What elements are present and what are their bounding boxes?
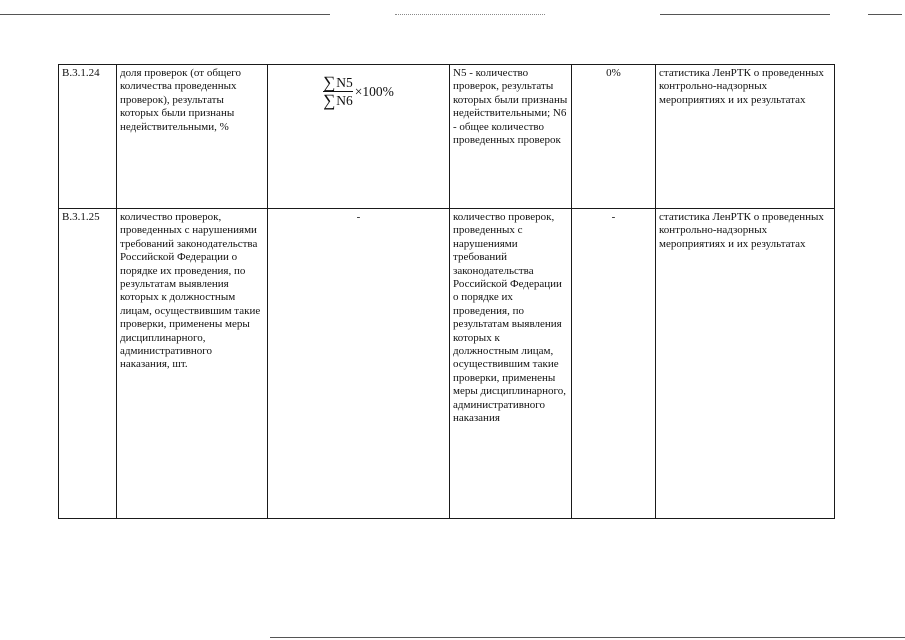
formula-numerator bbox=[323, 74, 353, 92]
sum-sign: ∑ bbox=[323, 91, 336, 110]
denominator-variable: N6 bbox=[336, 92, 353, 108]
variables-description: N5 - количество проверок, результаты которых были признаны недействительными; N6 - общее количество проведенных проверок bbox=[453, 67, 568, 147]
variables-description: количество проверок, проведенных с нарушениями требований законодательства Российской Федерации о порядке их проведения, по результатам выявления которых к должностным лицам, осуществившим такие проверки, применены меры дисциплинарного, административного наказания bbox=[453, 211, 567, 425]
table-row bbox=[59, 65, 835, 209]
indicator-name: количество проверок, проведенных с нарушениями требований законодательства Российской Федерации о порядке их проведения, по результатам выявления которых к должностным лицам, осуществившим такие проверки, применены меры дисциплинарного, административного наказания, шт. bbox=[120, 211, 261, 371]
indicator-value: 0% bbox=[606, 67, 621, 79]
indicator-name-cell bbox=[117, 209, 268, 519]
formula-denominator bbox=[323, 92, 353, 109]
scan-line-top-right bbox=[660, 14, 830, 15]
source-cell bbox=[656, 209, 835, 519]
indicator-name-cell bbox=[117, 65, 268, 209]
data-source: статистика ЛенРТК о проведенных контрольно-надзорных мероприятиях и их результатах bbox=[659, 211, 824, 250]
source-cell bbox=[656, 65, 835, 209]
sum-sign: ∑ bbox=[323, 73, 336, 92]
indicator-value: - bbox=[611, 211, 616, 223]
formula bbox=[323, 74, 394, 109]
scan-line-bottom bbox=[270, 637, 905, 638]
formula-cell bbox=[268, 209, 450, 519]
numerator-variable: N5 bbox=[336, 74, 353, 90]
scan-dots-top-middle bbox=[395, 14, 545, 16]
scan-line-top-far-right bbox=[868, 14, 902, 15]
indicators-table bbox=[58, 64, 835, 519]
formula-multiplier: ×100% bbox=[354, 83, 394, 99]
scan-line-top-left bbox=[0, 14, 330, 15]
formula-fraction bbox=[323, 74, 353, 109]
variables-cell bbox=[450, 209, 572, 519]
formula-cell bbox=[268, 65, 450, 209]
indicator-id-cell bbox=[59, 65, 117, 209]
value-cell bbox=[572, 209, 656, 519]
indicator-name: доля проверок (от общего количества проведенных проверок), результаты которых были признаны недействительными, % bbox=[120, 67, 242, 133]
variables-cell bbox=[450, 65, 572, 209]
value-cell bbox=[572, 65, 656, 209]
indicator-id: В.3.1.24 bbox=[62, 67, 100, 79]
table-row bbox=[59, 209, 835, 519]
indicator-id-cell bbox=[59, 209, 117, 519]
data-source: статистика ЛенРТК о проведенных контрольно-надзорных мероприятиях и их результатах bbox=[659, 67, 824, 106]
indicator-id: В.3.1.25 bbox=[62, 211, 100, 223]
formula-dash: - bbox=[356, 211, 361, 223]
